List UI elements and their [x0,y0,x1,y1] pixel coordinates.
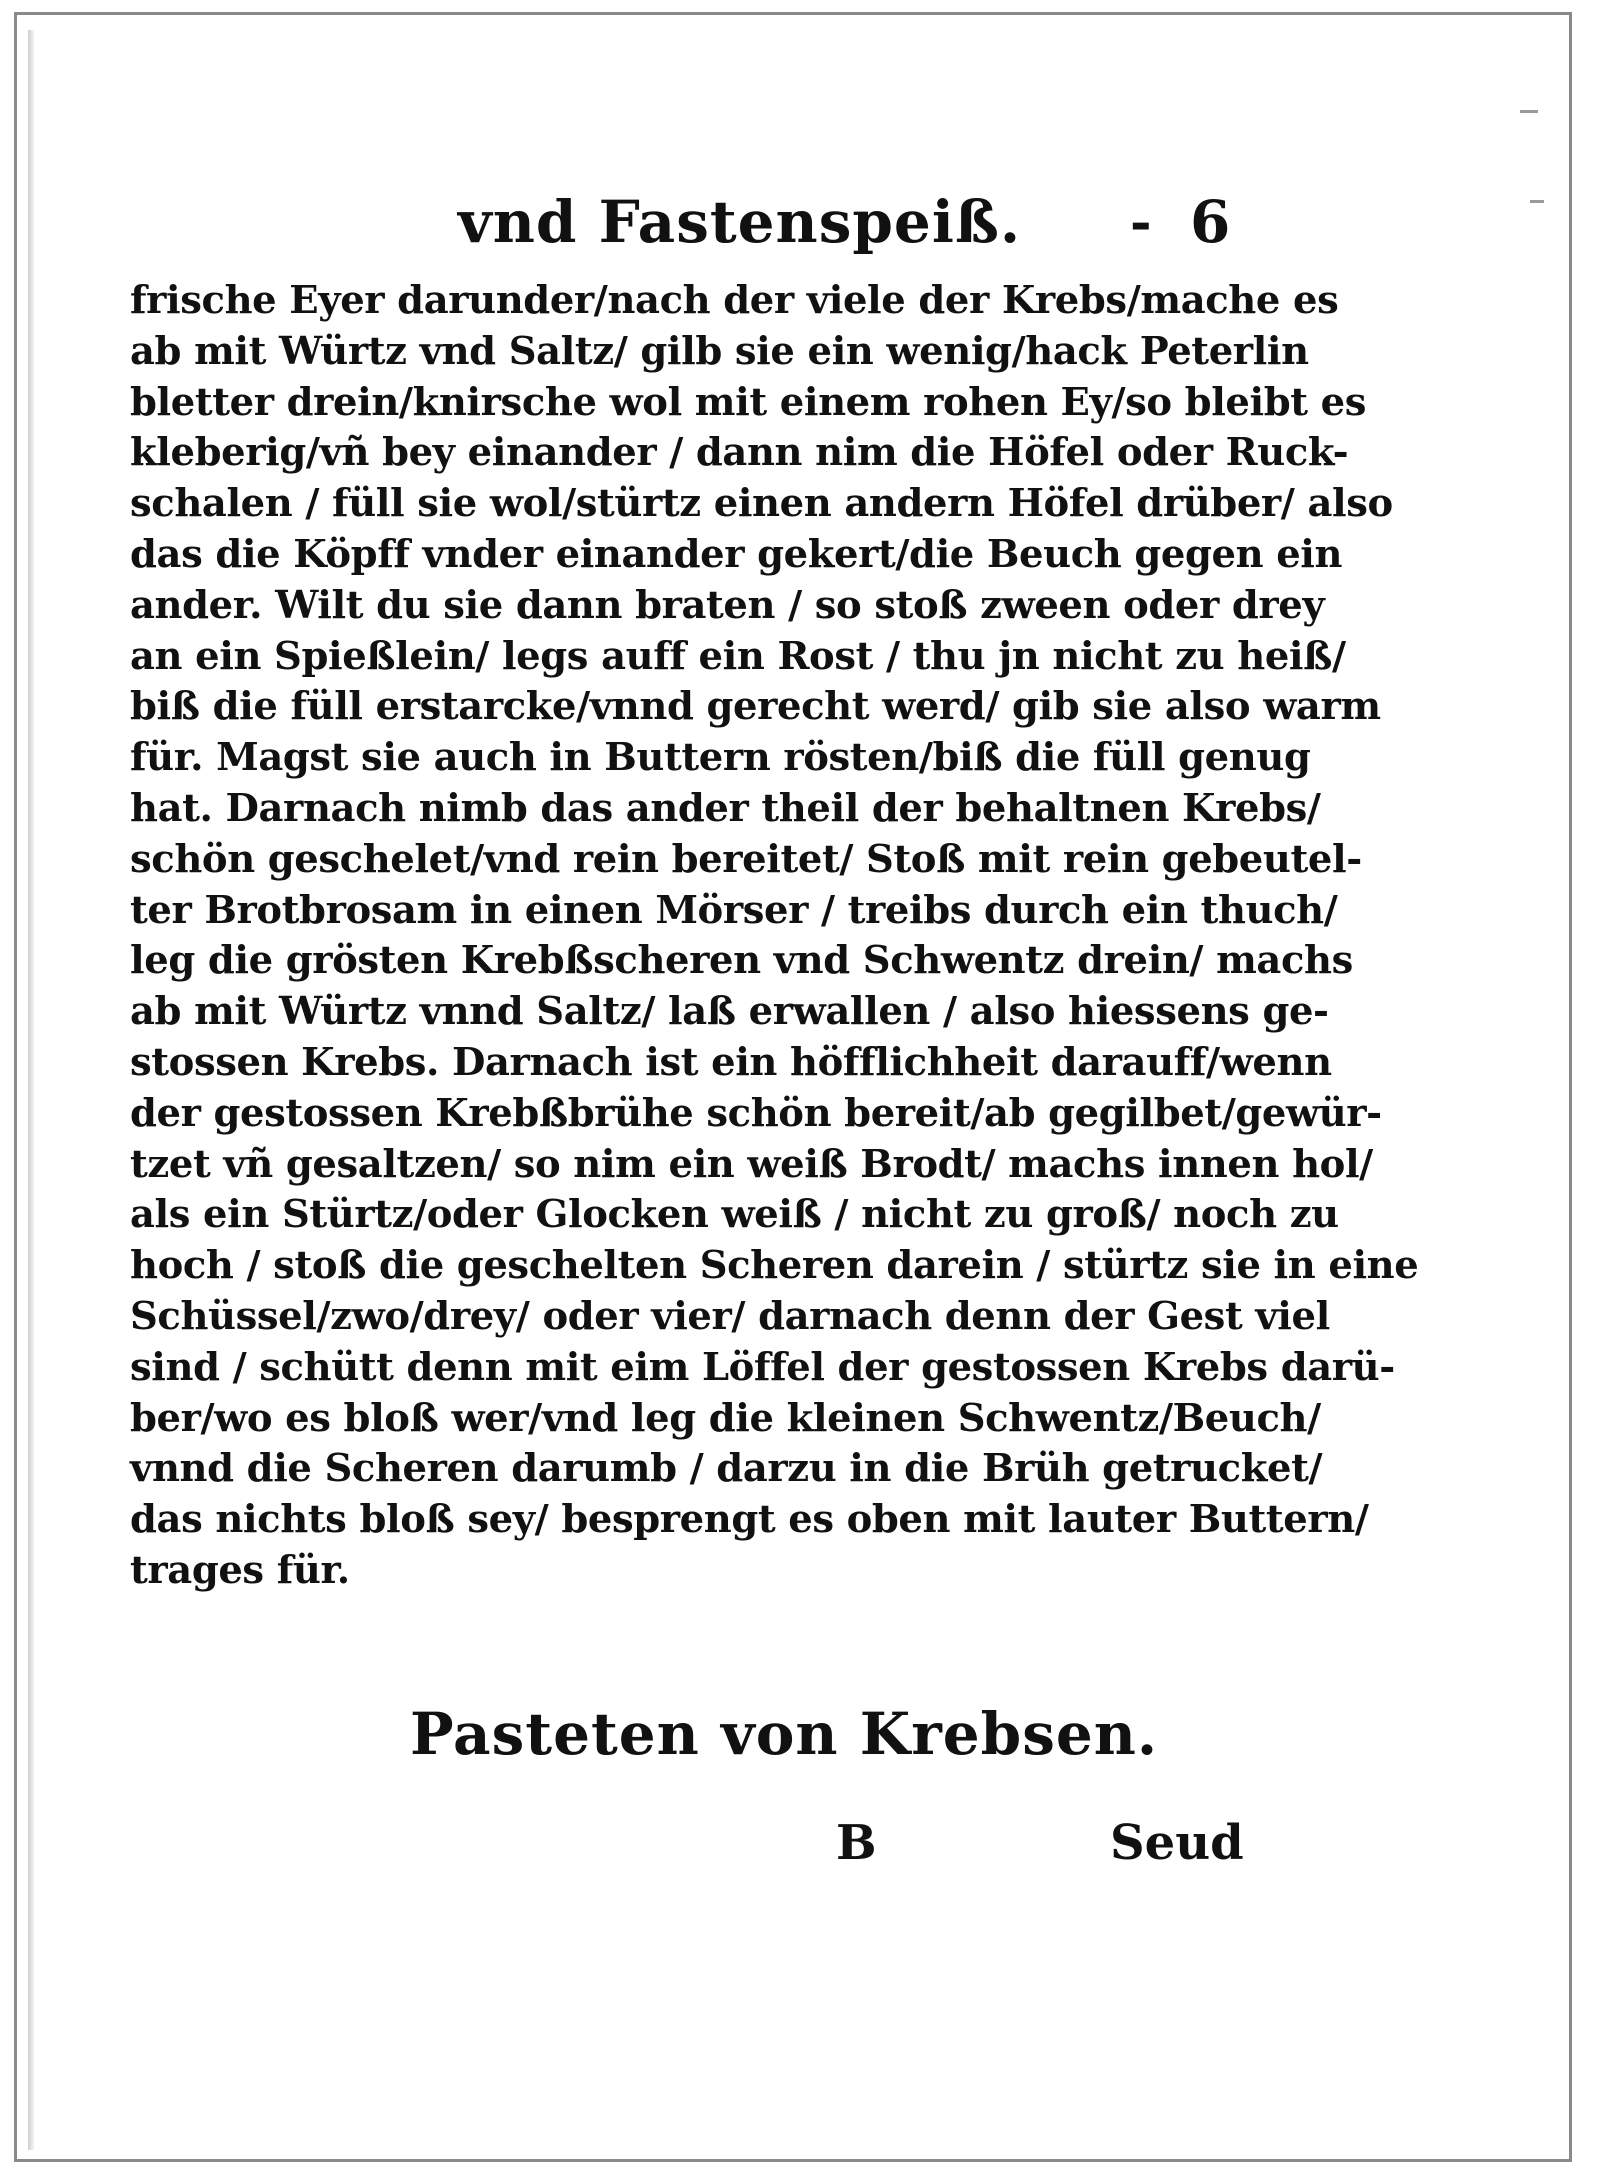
text-line: hoch / stoß die geschelten Scheren darein / stürtz sie in eine [130,1243,1419,1289]
text-line: als ein Stürtz/oder Glocken weiß / nicht zu groß/ noch zu [130,1192,1339,1238]
running-head [130,188,1230,258]
scan-speck [1530,200,1544,203]
text-line: hat. Darnach nimb das ander theil der behaltnen Krebs/ [130,785,1321,831]
text-line: Schüssel/zwo/drey/ oder vier/ darnach denn der Gest viel [130,1293,1330,1339]
scan-speck [1520,110,1538,113]
text-line: stossen Krebs. Darnach ist ein höfflichheit darauff/wenn [130,1039,1332,1085]
text-line: ab mit Würtz vnd Saltz/ gilb sie ein wenig/hack Peterlin [130,328,1309,374]
text-line: an ein Spießlein/ legs auff ein Rost / thu jn nicht zu heiß/ [130,633,1346,679]
text-line: schön geschelet/vnd rein bereitet/ Stoß mit rein gebeutel- [130,836,1362,882]
text-line: das nichts bloß sey/ besprengt es oben mit lauter Buttern/ [130,1497,1369,1543]
text-line: ber/wo es bloß wer/vnd leg die kleinen Schwentz/Beuch/ [130,1395,1321,1441]
page-number: 6 [1190,188,1231,256]
folio-dash: - [1130,192,1152,253]
text-line: biß die füll erstarcke/vnnd gerecht werd/ gib sie also warm [130,684,1381,730]
text-line: trages für. [130,1547,350,1593]
text-line: frische Eyer darunder/nach der viele der Krebs/mache es [130,278,1339,323]
running-title: vnd Fastenspeiß. [458,188,1022,256]
signature-mark: B [836,1815,877,1871]
text-line: das die Köpff vnder einander gekert/die Beuch gegen ein [130,531,1343,577]
text-line: der gestossen Krebßbrühe schön bereit/ab gegilbet/gewür- [130,1090,1382,1136]
text-line: kleberig/vñ bey einander / dann nim die Höfel oder Ruck- [130,430,1349,476]
text-line: bletter drein/knirsche wol mit einem rohen Ey/so bleibt es [130,379,1367,425]
text-line: ab mit Würtz vnnd Saltz/ laß erwallen / also hiessens ge- [130,989,1329,1035]
text-line: ander. Wilt du sie dann braten / so stoß zween oder drey [130,582,1325,628]
text-line: ter Brotbrosam in einen Mörser / treibs durch ein thuch/ [130,887,1338,933]
section-heading: Pasteten von Krebsen. [410,1700,1159,1768]
text-line: sind / schütt denn mit eim Löffel der gestossen Krebs darü- [130,1344,1395,1390]
text-line: vnnd die Scheren darumb / darzu in die Brüh getrucket/ [130,1446,1323,1492]
text-line: tzet vñ gesaltzen/ so nim ein weiß Brodt/ machs innen hol/ [130,1141,1373,1187]
page-gutter-shadow [28,30,34,2150]
body-text [130,276,1419,1597]
text-line: für. Magst sie auch in Buttern rösten/biß die füll genug [130,735,1311,781]
catchword: Seud [1110,1815,1244,1871]
text-line: schalen / füll sie wol/stürtz einen andern Höfel drüber/ also [130,481,1393,527]
text-line: leg die grösten Krebßscheren vnd Schwentz drein/ machs [130,938,1353,984]
